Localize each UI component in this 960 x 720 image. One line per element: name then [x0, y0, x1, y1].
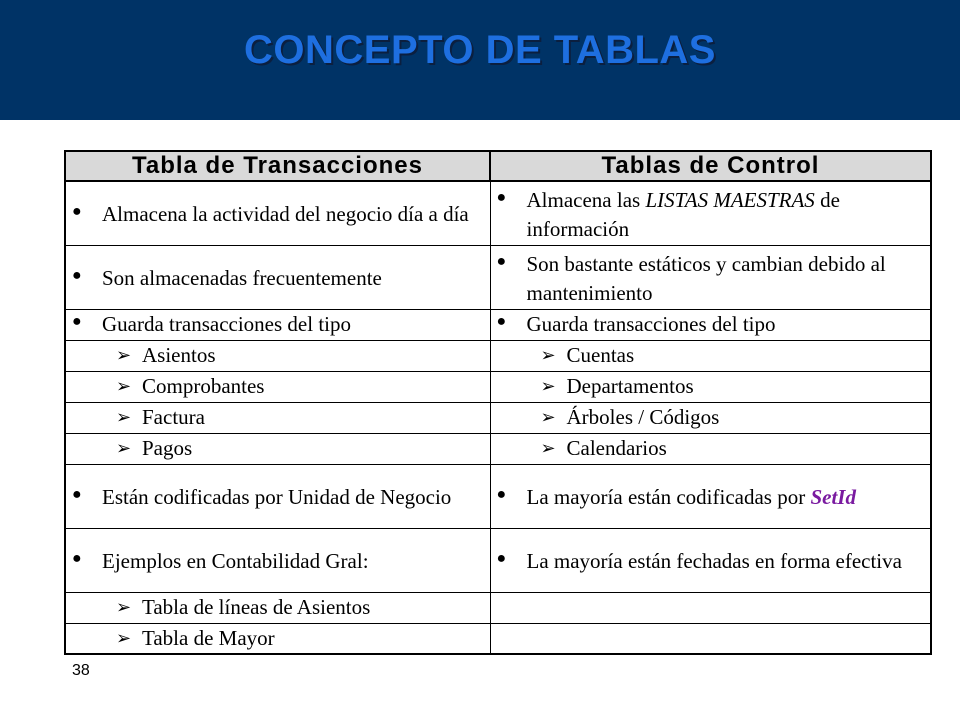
bullet-icon: ●	[496, 313, 507, 330]
bullet-icon: ●	[496, 550, 507, 567]
bullet-icon: ●	[72, 203, 82, 221]
arrow-bullet-icon: ➢	[540, 345, 556, 365]
arrow-bullet-icon: ➢	[116, 407, 132, 427]
table-row	[65, 371, 931, 402]
cell-left: ➢ Asientos	[65, 340, 490, 371]
cell-right: ● La mayoría están codificadas por SetId	[490, 464, 931, 528]
bullet-icon: ●	[72, 486, 82, 503]
table-row	[65, 464, 931, 528]
arrow-bullet-icon: ➢	[116, 438, 132, 458]
setid-emphasis: SetId	[810, 485, 856, 509]
table-row	[65, 340, 931, 371]
table-row	[65, 433, 931, 464]
cell-right: ➢ Cuentas	[490, 340, 931, 371]
arrow-bullet-icon: ➢	[116, 376, 132, 396]
table-row	[65, 181, 931, 245]
table-row	[65, 245, 931, 309]
table-row	[65, 592, 931, 623]
arrow-bullet-icon: ➢	[116, 345, 132, 365]
cell-left: ➢ Pagos	[65, 433, 490, 464]
cell-left: ● Ejemplos en Contabilidad Gral:	[65, 528, 490, 592]
cell-right: ➢ Árboles / Códigos	[490, 402, 931, 433]
table-row	[65, 528, 931, 592]
cell-left: ➢ Factura	[65, 402, 490, 433]
header-control-tables: Tablas de Control	[490, 151, 931, 181]
table-header-row	[65, 151, 931, 181]
bullet-icon: ●	[496, 188, 507, 206]
bullet-icon: ●	[72, 267, 82, 284]
bullet-icon: ●	[72, 550, 82, 567]
cell-right: ● Guarda transacciones del tipo	[490, 309, 931, 340]
cell-right: ➢ Calendarios	[490, 433, 931, 464]
cell-right: ➢ Departamentos	[490, 371, 931, 402]
bullet-icon: ●	[72, 313, 82, 330]
cell-left: ➢ Tabla de Mayor	[65, 623, 490, 654]
cell-left: ● Almacena la actividad del negocio día a día	[65, 181, 490, 245]
cell-left: ● Guarda transacciones del tipo	[65, 309, 490, 340]
bullet-icon: ●	[496, 486, 507, 503]
cell-right: ● Son bastante estáticos y cambian debido al mantenimiento	[490, 245, 931, 309]
arrow-bullet-icon: ➢	[540, 376, 556, 396]
cell-left: ➢ Tabla de líneas de Asientos	[65, 592, 490, 623]
cell-left: ● Están codificadas por Unidad de Negocio	[65, 464, 490, 528]
cell-right: ● Almacena las LISTAS MAESTRAS de información	[490, 181, 931, 245]
arrow-bullet-icon: ➢	[116, 627, 132, 648]
listas-maestras-emphasis: LISTAS MAESTRAS	[645, 187, 815, 212]
arrow-bullet-icon: ➢	[540, 407, 556, 427]
arrow-bullet-icon: ➢	[116, 597, 132, 617]
comparison-table	[64, 150, 932, 655]
table-row	[65, 623, 931, 654]
table-row	[65, 402, 931, 433]
table-row	[65, 309, 931, 340]
header-transaction-tables: Tabla de Transacciones	[65, 151, 490, 181]
cell-right-empty	[490, 623, 931, 654]
slide-title: CONCEPTO DE TABLAS	[244, 28, 716, 72]
cell-left: ● Son almacenadas frecuentemente	[65, 245, 490, 309]
bullet-icon: ●	[496, 252, 507, 270]
page-number: 38	[72, 662, 90, 679]
cell-left: ➢ Comprobantes	[65, 371, 490, 402]
cell-right: ● La mayoría están fechadas en forma efectiva	[490, 528, 931, 592]
cell-right-empty	[490, 592, 931, 623]
arrow-bullet-icon: ➢	[540, 438, 556, 458]
